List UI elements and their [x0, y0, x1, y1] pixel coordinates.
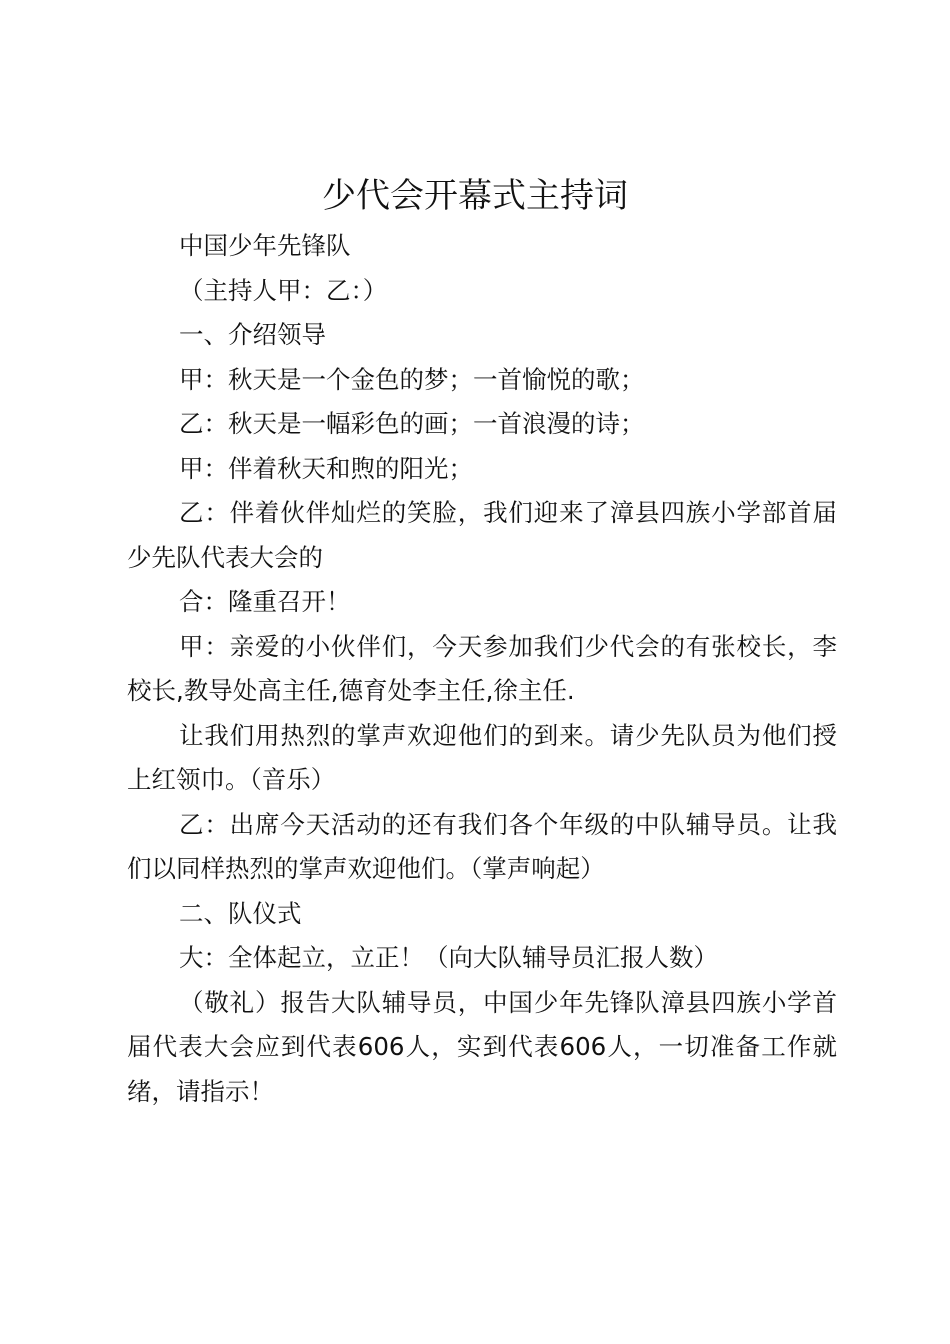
- paragraph-6: 甲：伴着秋天和煦的阳光；: [179, 453, 473, 483]
- paragraph-2: （主持人甲：乙：）: [179, 275, 388, 305]
- paragraph-11: 乙：出席今天活动的还有我们各个年级的中队辅导员。让我们以同样热烈的掌声欢迎他们。（掌声响起）: [127, 809, 837, 883]
- paragraph-1: 中国少年先锋队: [179, 231, 351, 260]
- paragraph-9: 甲：亲爱的小伙伴们，今天参加我们少代会的有张校长，李校长,教导处高主任,德育处李主任,徐主任.: [127, 631, 837, 705]
- paragraph-14: （敬礼）报告大队辅导员，中国少年先锋队漳县四族小学首届代表大会应到代表606人，实到代表606人，一切准备工作就绪，请指示！: [127, 987, 837, 1106]
- paragraph-3: 一、介绍领导: [179, 320, 326, 349]
- paragraph-12: 二、队仪式: [179, 898, 302, 928]
- paragraph-10: 让我们用热烈的掌声欢迎他们的到来。请少先队员为他们授上红领巾。（音乐）: [127, 720, 837, 794]
- paragraph-7: 乙：伴着伙伴灿烂的笑脸，我们迎来了漳县四族小学部首届少先队代表大会的: [127, 498, 837, 572]
- paragraph-8: 合：隆重召开！: [179, 587, 351, 616]
- document-body: [127, 224, 837, 1114]
- document-title: 少代会开幕式主持词: [322, 176, 628, 216]
- paragraph-5: 乙：秋天是一幅彩色的画；一首浪漫的诗；: [179, 409, 645, 438]
- paragraph-13: 大：全体起立，立正！（向大队辅导员汇报人数）: [179, 943, 718, 972]
- paragraph-4: 甲：秋天是一个金色的梦；一首愉悦的歌；: [179, 364, 645, 394]
